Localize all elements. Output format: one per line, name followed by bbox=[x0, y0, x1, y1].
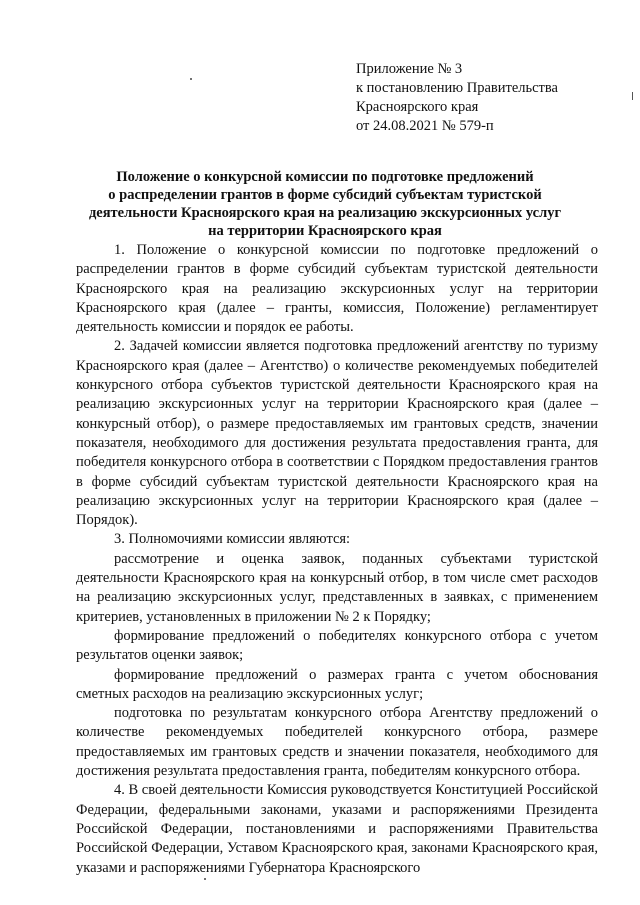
scan-speck bbox=[204, 878, 206, 880]
title-line: на территории Красноярского края bbox=[208, 223, 442, 239]
document-title bbox=[60, 168, 590, 240]
appendix-decree-ref: к постановлению Правительства bbox=[356, 80, 558, 96]
paragraph-2: 2. Задачей комиссии является подготовка предложений агентству по туризму Красноярского края (далее – Агентство) о количестве рекомендуемых победителей конкурсного отбора субъектов туристской деятельности Красноярского края на реализацию экскурсионных услуг на территории Красноярского края (далее – конкурсный отбор), о размере предоставляемых им грантовых средств, значении показателя, необходимого для достижения результата предоставления гранта, для победителя конкурсного отбора в соответствии с Порядком предоставления грантов в форме субсидий субъектам туристской деятельности Красноярского края на реализацию экскурсионных услуг на территории Красноярского края (далее – Порядок). bbox=[76, 338, 598, 529]
scan-speck bbox=[190, 78, 192, 80]
paragraph-3-item-1: рассмотрение и оценка заявок, поданных субъектами туристской деятельности Красноярского края на конкурсный отбор, в том числе смет расходов на реализацию экскурсионных услуг, представленных в заявках, с применением критериев, установленных в приложении № 2 к Порядку; bbox=[76, 550, 598, 625]
paragraph-3-item-2: формирование предложений о победителях конкурсного отбора с учетом результатов оценки заявок; bbox=[76, 627, 598, 664]
appendix-header bbox=[356, 60, 616, 136]
title-line: Положение о конкурсной комиссии по подготовке предложений bbox=[116, 169, 534, 185]
appendix-number: Приложение № 3 bbox=[356, 61, 463, 77]
paragraph-1: 1. Положение о конкурсной комиссии по подготовке предложений о распределении грантов в форме субсидий субъектам туристской деятельности Красноярского края на реализацию экскурсионных услуг на территории Красноярского края (далее – гранты, комиссия, Положение) регламентирует деятельность комиссии и порядок ее работы. bbox=[76, 242, 598, 336]
appendix-date-number: от 24.08.2021 № 579-п bbox=[356, 118, 494, 134]
paragraph-4: 4. В своей деятельности Комиссия руководствуется Конституцией Российской Федерации, федеральными законами, указами и распоряжениями Президента Российской Федерации, постановлениями и распоряжениями Правительства Российской Федерации, Уставом Красноярского края, законами Красноярского края, указами и распоряжениями Губернатора Красноярского bbox=[76, 782, 599, 876]
paragraph-3-item-4: подготовка по результатам конкурсного отбора Агентству предложений о количестве рекомендуемых победителей конкурсного отбора, размере предоставляемых им грантовых средств и значении показателя, необходимого для достижения результата предоставления гранта, победителям конкурсного отбора. bbox=[76, 705, 598, 780]
paragraph-3-item-3: формирование предложений о размерах гранта с учетом обоснования сметных расходов на реализацию экскурсионных услуг; bbox=[76, 666, 598, 702]
document-body bbox=[76, 241, 598, 878]
title-line: деятельности Красноярского края на реализацию экскурсионных услуг bbox=[88, 205, 562, 221]
appendix-region: Красноярского края bbox=[356, 99, 479, 115]
title-line: о распределении грантов в форме субсидий субъектам туристской bbox=[108, 187, 542, 203]
paragraph-3: 3. Полномочиями комиссии являются: bbox=[114, 531, 351, 548]
scan-edge-mark bbox=[632, 92, 633, 100]
